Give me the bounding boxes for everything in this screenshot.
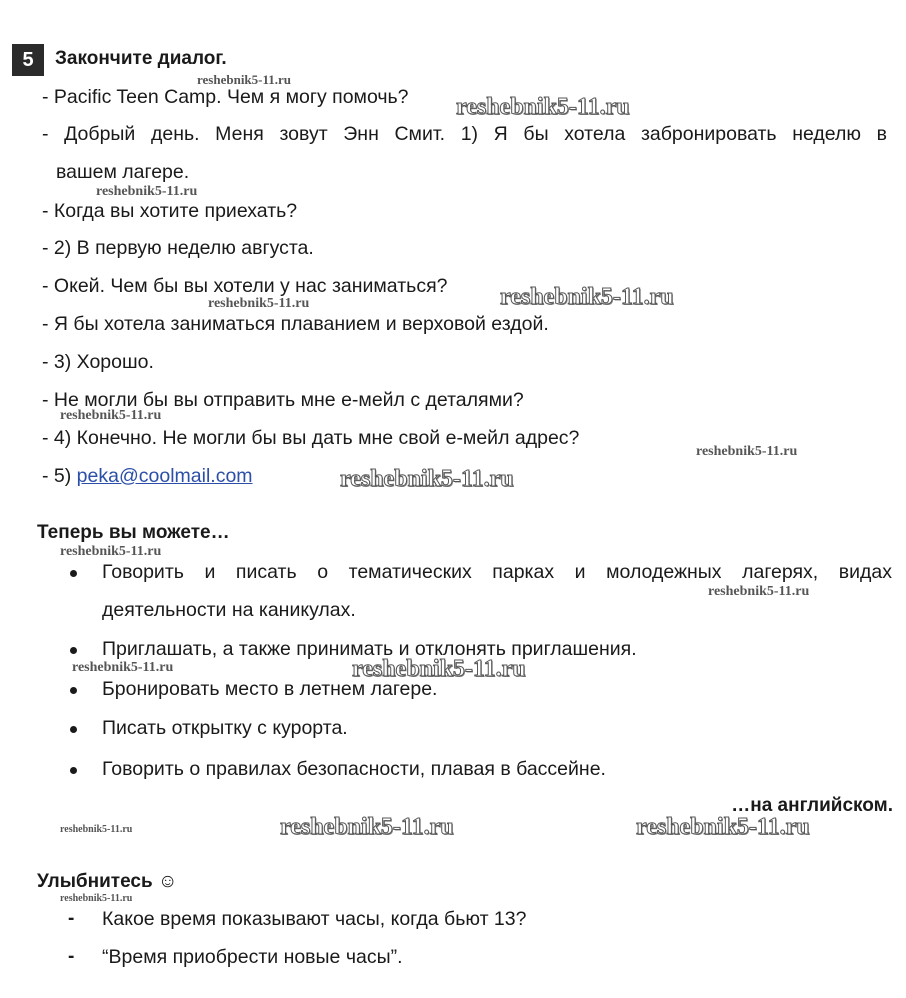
now-you-can-heading: Теперь вы можете… — [37, 522, 230, 543]
skill-item: деятельности на каникулах. — [102, 599, 356, 621]
bullet-icon — [70, 687, 77, 694]
watermark: reshebnik5-11.ru — [636, 814, 810, 840]
exercise-title: Закончите диалог. — [55, 48, 227, 69]
now-you-can-footer: …на английском. — [731, 795, 893, 816]
watermark: reshebnik5-11.ru — [60, 893, 133, 904]
watermark: reshebnik5-11.ru — [197, 72, 292, 87]
joke-line: Какое время показывают часы, когда бьют 13? — [102, 908, 527, 930]
dialog-line: - Не могли бы вы отправить мне е-мейл с деталями? — [42, 389, 524, 411]
email-link[interactable]: peka@coolmail.com — [76, 465, 253, 487]
bullet-icon — [70, 767, 77, 774]
dialog-line: - Окей. Чем бы вы хотели у нас заниматься? — [42, 275, 448, 297]
dialog-line-email: - 5) peka@coolmail.com — [42, 465, 253, 487]
dialog-line: - Добрый день. Меня зовут Энн Смит. 1) Я бы хотела забронировать неделю в — [42, 123, 887, 145]
watermark: reshebnik5-11.ru — [60, 408, 162, 423]
watermark: reshebnik5-11.ru — [280, 814, 454, 840]
watermark: reshebnik5-11.ru — [708, 584, 810, 599]
bullet-icon — [70, 726, 77, 733]
watermark: reshebnik5-11.ru — [72, 660, 174, 675]
watermark: reshebnik5-11.ru — [696, 444, 798, 459]
dialog-line: - 3) Хорошо. — [42, 351, 154, 373]
dash-icon: - — [68, 946, 75, 967]
dash-icon: - — [68, 908, 75, 929]
watermark: reshebnik5-11.ru — [340, 466, 514, 492]
watermark: reshebnik5-11.ru — [456, 94, 630, 120]
dialog-line: - Pacific Teen Camp. Чем я могу помочь? — [42, 86, 409, 108]
dialog-line: - 4) Конечно. Не могли бы вы дать мне свой е-мейл адрес? — [42, 427, 580, 449]
skill-item: Писать открытку с курорта. — [102, 717, 348, 739]
watermark: reshebnik5-11.ru — [60, 544, 162, 559]
watermark: reshebnik5-11.ru — [96, 184, 198, 199]
skill-item: Говорить и писать о тематических парках и молодежных лагерях, видах — [102, 561, 892, 583]
exercise-number-badge: 5 — [12, 44, 44, 76]
dialog-line: вашем лагере. — [56, 161, 190, 183]
dialog-line: - 2) В первую неделю августа. — [42, 237, 314, 259]
smile-heading: Улыбнитесь ☺ — [37, 871, 178, 892]
watermark: reshebnik5-11.ru — [500, 284, 674, 310]
dialog-line: - Когда вы хотите приехать? — [42, 200, 298, 222]
dialog-line: - Я бы хотела заниматься плаванием и верховой ездой. — [42, 313, 549, 335]
watermark: reshebnik5-11.ru — [352, 656, 526, 682]
skill-item: Бронировать место в летнем лагере. — [102, 678, 438, 700]
watermark: reshebnik5-11.ru — [60, 824, 133, 835]
bullet-icon — [70, 570, 77, 577]
joke-line: “Время приобрести новые часы”. — [102, 946, 403, 968]
bullet-icon — [70, 647, 77, 654]
skill-item: Говорить о правилах безопасности, плавая в бассейне. — [102, 758, 606, 780]
watermark: reshebnik5-11.ru — [208, 296, 310, 311]
skill-item: Приглашать, а также принимать и отклонять приглашения. — [102, 638, 637, 660]
